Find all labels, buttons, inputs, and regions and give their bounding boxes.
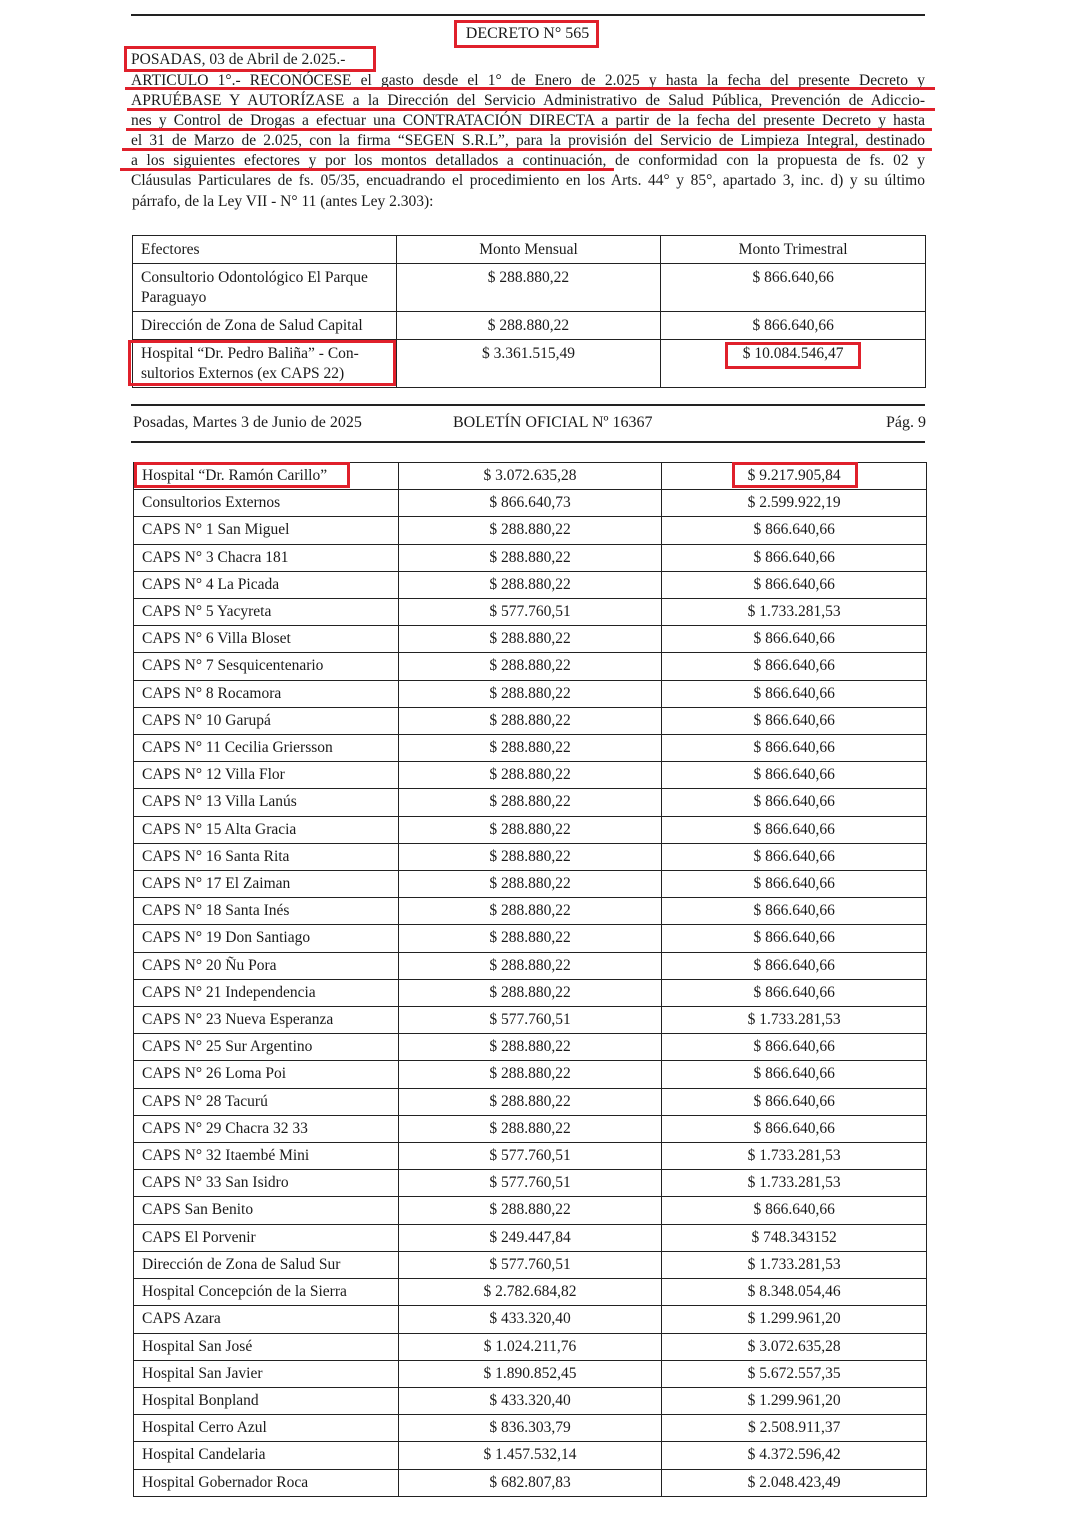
table-header-row (133, 236, 926, 264)
table-row (134, 653, 927, 680)
monto-trimestral: $ 866.640,66 (662, 843, 927, 870)
monto-trimestral: $ 866.640,66 (662, 626, 927, 653)
monto-mensual: $ 288.880,22 (398, 979, 662, 1006)
monto-trimestral: $ 1.733.281,53 (662, 599, 927, 626)
efector-name: CAPS N° 18 Santa Inés (134, 898, 399, 925)
article-line: el 31 de Marzo de 2.025, con la firma “SEGEN S.R.L”, para la provisión del Servicio de Limpieza Integral, destinado (131, 132, 925, 149)
monto-mensual: $ 2.782.684,82 (398, 1279, 662, 1306)
monto-trimestral: $ 866.640,66 (662, 735, 927, 762)
footer-top-rule (131, 404, 925, 406)
monto-trimestral: $ 866.640,66 (662, 762, 927, 789)
footer-date: Posadas, Martes 3 de Junio de 2025 (133, 414, 362, 431)
top-rule (131, 14, 925, 16)
efector-name: Dirección de Zona de Salud Sur (134, 1251, 399, 1278)
efector-name: CAPS N° 19 Don Santiago (134, 925, 399, 952)
efector-name: CAPS N° 5 Yacyreta (134, 599, 399, 626)
baliña-trimestral-highlight-box (725, 342, 861, 369)
footer-bulletin: BOLETÍN OFICIAL Nº 16367 (453, 414, 653, 431)
efector-name: CAPS N° 6 Villa Bloset (134, 626, 399, 653)
table-row (134, 1088, 927, 1115)
efector-name: CAPS N° 8 Rocamora (134, 680, 399, 707)
article-line: Cláusulas Particulares de fs. 05/35, encuadrando el procedimiento en los Arts. 44° y 85°, apartado 3, inc. d) y su último (131, 172, 925, 189)
table-row (134, 762, 927, 789)
monto-trimestral: $ 866.640,66 (662, 1088, 927, 1115)
efector-name: CAPS El Porvenir (134, 1224, 399, 1251)
article-line: nes y Control de Drogas a efectuar una CONTRATACIÓN DIRECTA a partir de la fecha del presente Decreto y hasta (131, 112, 925, 129)
efector-name: Dirección de Zona de Salud Capital (133, 312, 397, 340)
table-row (134, 517, 927, 544)
efector-name: Hospital Bonpland (134, 1387, 399, 1414)
table-row (134, 1007, 927, 1034)
efector-name: CAPS Azara (134, 1306, 399, 1333)
efector-name: CAPS N° 28 Tacurú (134, 1088, 399, 1115)
efector-name: CAPS N° 20 Ñu Pora (134, 952, 399, 979)
monto-mensual: $ 288.880,22 (398, 925, 662, 952)
table-row (134, 735, 927, 762)
table-row (134, 789, 927, 816)
table-row (134, 1197, 927, 1224)
monto-trimestral: $ 1.299.961,20 (662, 1387, 927, 1414)
efector-name: CAPS N° 7 Sesquicentenario (134, 653, 399, 680)
efector-name: CAPS N° 21 Independencia (134, 979, 399, 1006)
monto-trimestral: $ 866.640,66 (662, 707, 927, 734)
monto-mensual: $ 1.024.211,76 (398, 1333, 662, 1360)
monto-trimestral: $ 1.733.281,53 (662, 1170, 927, 1197)
monto-mensual: $ 288.880,22 (396, 312, 661, 340)
efector-name: Hospital “Dr. Ramón Carillo” (134, 463, 399, 490)
table-row (134, 1224, 927, 1251)
monto-trimestral: $ 9.217.905,84 (662, 463, 927, 490)
table-row (134, 925, 927, 952)
efector-name: CAPS N° 15 Alta Gracia (134, 816, 399, 843)
monto-trimestral: $ 866.640,66 (662, 680, 927, 707)
monto-mensual: $ 288.880,22 (398, 816, 662, 843)
underline-1 (125, 87, 935, 90)
carillo-highlight-box (134, 462, 350, 488)
table-row (134, 1034, 927, 1061)
table-row (134, 1415, 927, 1442)
efector-name: Hospital Gobernador Roca (134, 1469, 399, 1496)
footer-bottom-rule (131, 441, 925, 443)
header-monto-trimestral: Monto Trimestral (661, 236, 926, 264)
efector-name: Hospital Concepción de la Sierra (134, 1279, 399, 1306)
monto-mensual: $ 3.361.515,49 (396, 340, 661, 388)
table-row (134, 1442, 927, 1469)
monto-mensual: $ 577.760,51 (398, 1251, 662, 1278)
monto-mensual: $ 288.880,22 (398, 544, 662, 571)
article-line: ARTICULO 1°.- RECONÓCESE el gasto desde el 1° de Enero de 2.025 y hasta la fecha del presente Decreto y (131, 72, 925, 89)
monto-mensual: $ 288.880,22 (398, 571, 662, 598)
table-row (134, 1143, 927, 1170)
efector-name: CAPS San Benito (134, 1197, 399, 1224)
monto-mensual: $ 288.880,22 (398, 680, 662, 707)
table-row (134, 1360, 927, 1387)
article-last-line: párrafo, de la Ley VII - N° 11 (antes Ley 2.303): (132, 193, 434, 210)
table-row (134, 626, 927, 653)
table-row (134, 1170, 927, 1197)
table-row (134, 680, 927, 707)
monto-trimestral: $ 866.640,66 (662, 544, 927, 571)
table-row (134, 599, 927, 626)
monto-mensual: $ 3.072.635,28 (398, 463, 662, 490)
monto-mensual: $ 288.880,22 (398, 735, 662, 762)
monto-trimestral: $ 5.672.557,35 (662, 1360, 927, 1387)
efector-name: CAPS N° 16 Santa Rita (134, 843, 399, 870)
monto-trimestral: $ 1.733.281,53 (662, 1251, 927, 1278)
efector-name: CAPS N° 1 San Miguel (134, 517, 399, 544)
efector-name: CAPS N° 26 Loma Poi (134, 1061, 399, 1088)
place-date-highlight-box (124, 46, 376, 72)
efectores-table-2 (133, 462, 927, 1497)
underline-2 (127, 108, 935, 111)
table-row (134, 843, 927, 870)
monto-trimestral: $ 866.640,66 (662, 898, 927, 925)
table-row (134, 544, 927, 571)
efector-name: Consultorios Externos (134, 490, 399, 517)
monto-mensual: $ 288.880,22 (398, 1061, 662, 1088)
monto-trimestral: $ 866.640,66 (662, 571, 927, 598)
table-row (134, 1251, 927, 1278)
table-row (134, 571, 927, 598)
monto-trimestral: $ 866.640,66 (661, 264, 926, 312)
efector-name: Hospital Candelaria (134, 1442, 399, 1469)
efector-name: CAPS N° 3 Chacra 181 (134, 544, 399, 571)
monto-mensual: $ 288.880,22 (398, 653, 662, 680)
monto-mensual: $ 866.640,73 (398, 490, 662, 517)
monto-trimestral: $ 866.640,66 (661, 312, 926, 340)
article-line: APRUÉBASE Y AUTORÍZASE a la Dirección del Servicio Administrativo de Salud Pública, Prevención de Adiccio- (131, 92, 925, 109)
underline-3 (126, 128, 932, 131)
table-row (134, 979, 927, 1006)
monto-mensual: $ 577.760,51 (398, 1143, 662, 1170)
monto-mensual: $ 288.880,22 (398, 707, 662, 734)
efector-name: CAPS N° 23 Nueva Esperanza (134, 1007, 399, 1034)
monto-mensual: $ 288.880,22 (398, 843, 662, 870)
table-row (134, 1279, 927, 1306)
efector-name: CAPS N° 25 Sur Argentino (134, 1034, 399, 1061)
table-row (133, 312, 926, 340)
table-row (134, 816, 927, 843)
monto-mensual: $ 682.807,83 (398, 1469, 662, 1496)
bulletin-footer (133, 412, 926, 434)
efector-name-line-2: sultorios Externos (ex CAPS 22) (141, 365, 345, 382)
monto-mensual: $ 433.320,40 (398, 1387, 662, 1414)
monto-mensual: $ 1.457.532,14 (398, 1442, 662, 1469)
decree-title: DECRETO N° 565 (465, 25, 590, 42)
monto-mensual: $ 288.880,22 (398, 898, 662, 925)
header-efectores: Efectores (133, 236, 397, 264)
monto-trimestral: $ 10.084.546,47 (661, 340, 926, 388)
table-row (134, 707, 927, 734)
place-date: POSADAS, 03 de Abril de 2.025.- (131, 51, 346, 68)
efector-name: CAPS N° 33 San Isidro (134, 1170, 399, 1197)
table-row (134, 1387, 927, 1414)
monto-trimestral: $ 1.733.281,53 (662, 1143, 927, 1170)
monto-trimestral: $ 866.640,66 (662, 871, 927, 898)
efector-name: CAPS N° 17 El Zaiman (134, 871, 399, 898)
carillo-trimestral-highlight-box (732, 462, 858, 488)
monto-trimestral: $ 866.640,66 (662, 925, 927, 952)
baliña-highlight-box (128, 340, 396, 386)
monto-mensual: $ 577.760,51 (398, 1007, 662, 1034)
table-row (134, 1115, 927, 1142)
monto-mensual: $ 249.447,84 (398, 1224, 662, 1251)
monto-mensual: $ 288.880,22 (398, 517, 662, 544)
monto-mensual: $ 288.880,22 (398, 952, 662, 979)
table-row (134, 1469, 927, 1496)
efector-name: CAPS N° 11 Cecilia Griersson (134, 735, 399, 762)
efector-name: Hospital Cerro Azul (134, 1415, 399, 1442)
monto-trimestral: $ 866.640,66 (662, 517, 927, 544)
monto-trimestral: $ 866.640,66 (662, 952, 927, 979)
decree-highlight-box (454, 20, 599, 48)
monto-trimestral: $ 866.640,66 (662, 789, 927, 816)
monto-trimestral: $ 1.299.961,20 (662, 1306, 927, 1333)
underline-5 (120, 168, 614, 171)
table-row (134, 952, 927, 979)
monto-mensual: $ 288.880,22 (398, 1034, 662, 1061)
monto-mensual: $ 288.880,22 (398, 762, 662, 789)
table-row (134, 898, 927, 925)
monto-trimestral: $ 866.640,66 (662, 1061, 927, 1088)
efector-name: Consultorio Odontológico El Parque Paraguayo (133, 264, 397, 312)
efector-name: CAPS N° 10 Garupá (134, 707, 399, 734)
monto-trimestral: $ 866.640,66 (662, 1034, 927, 1061)
monto-trimestral: $ 866.640,66 (662, 1197, 927, 1224)
monto-mensual: $ 288.880,22 (398, 789, 662, 816)
monto-mensual: $ 288.880,22 (398, 1197, 662, 1224)
table-row (134, 1061, 927, 1088)
monto-mensual: $ 288.880,22 (396, 264, 661, 312)
monto-mensual: $ 288.880,22 (398, 871, 662, 898)
monto-mensual: $ 836.303,79 (398, 1415, 662, 1442)
table-row (134, 1333, 927, 1360)
monto-trimestral: $ 3.072.635,28 (662, 1333, 927, 1360)
efector-name: CAPS N° 29 Chacra 32 33 (134, 1115, 399, 1142)
monto-trimestral: $ 8.348.054,46 (662, 1279, 927, 1306)
underline-4 (122, 148, 932, 151)
table-row (134, 1306, 927, 1333)
monto-mensual: $ 577.760,51 (398, 1170, 662, 1197)
header-monto-mensual: Monto Mensual (396, 236, 661, 264)
table-row (133, 264, 926, 312)
table-row (134, 490, 927, 517)
table-row (134, 871, 927, 898)
article-line: a los siguientes efectores y por los montos detallados a continuación, de conformidad con la propuesta de fs. 02 y (131, 152, 925, 169)
monto-trimestral: $ 2.508.911,37 (662, 1415, 927, 1442)
monto-mensual: $ 288.880,22 (398, 626, 662, 653)
efector-name: CAPS N° 32 Itaembé Mini (134, 1143, 399, 1170)
monto-trimestral: $ 2.048.423,49 (662, 1469, 927, 1496)
monto-trimestral: $ 866.640,66 (662, 979, 927, 1006)
monto-mensual: $ 288.880,22 (398, 1088, 662, 1115)
efector-name: CAPS N° 12 Villa Flor (134, 762, 399, 789)
monto-mensual: $ 433.320,40 (398, 1306, 662, 1333)
monto-trimestral: $ 748.343152 (662, 1224, 927, 1251)
monto-mensual: $ 288.880,22 (398, 1115, 662, 1142)
monto-trimestral: $ 866.640,66 (662, 1115, 927, 1142)
monto-mensual: $ 1.890.852,45 (398, 1360, 662, 1387)
monto-trimestral: $ 1.733.281,53 (662, 1007, 927, 1034)
efector-name-line-1: Hospital “Dr. Pedro Baliña” - Con- (141, 345, 359, 362)
monto-trimestral: $ 866.640,66 (662, 816, 927, 843)
footer-page: Pág. 9 (886, 414, 926, 431)
efector-name: Hospital San José (134, 1333, 399, 1360)
efector-name: Hospital San Javier (134, 1360, 399, 1387)
efector-name: CAPS N° 4 La Picada (134, 571, 399, 598)
monto-trimestral: $ 2.599.922,19 (662, 490, 927, 517)
efector-name: CAPS N° 13 Villa Lanús (134, 789, 399, 816)
monto-trimestral: $ 4.372.596,42 (662, 1442, 927, 1469)
monto-mensual: $ 577.760,51 (398, 599, 662, 626)
monto-trimestral: $ 866.640,66 (662, 653, 927, 680)
